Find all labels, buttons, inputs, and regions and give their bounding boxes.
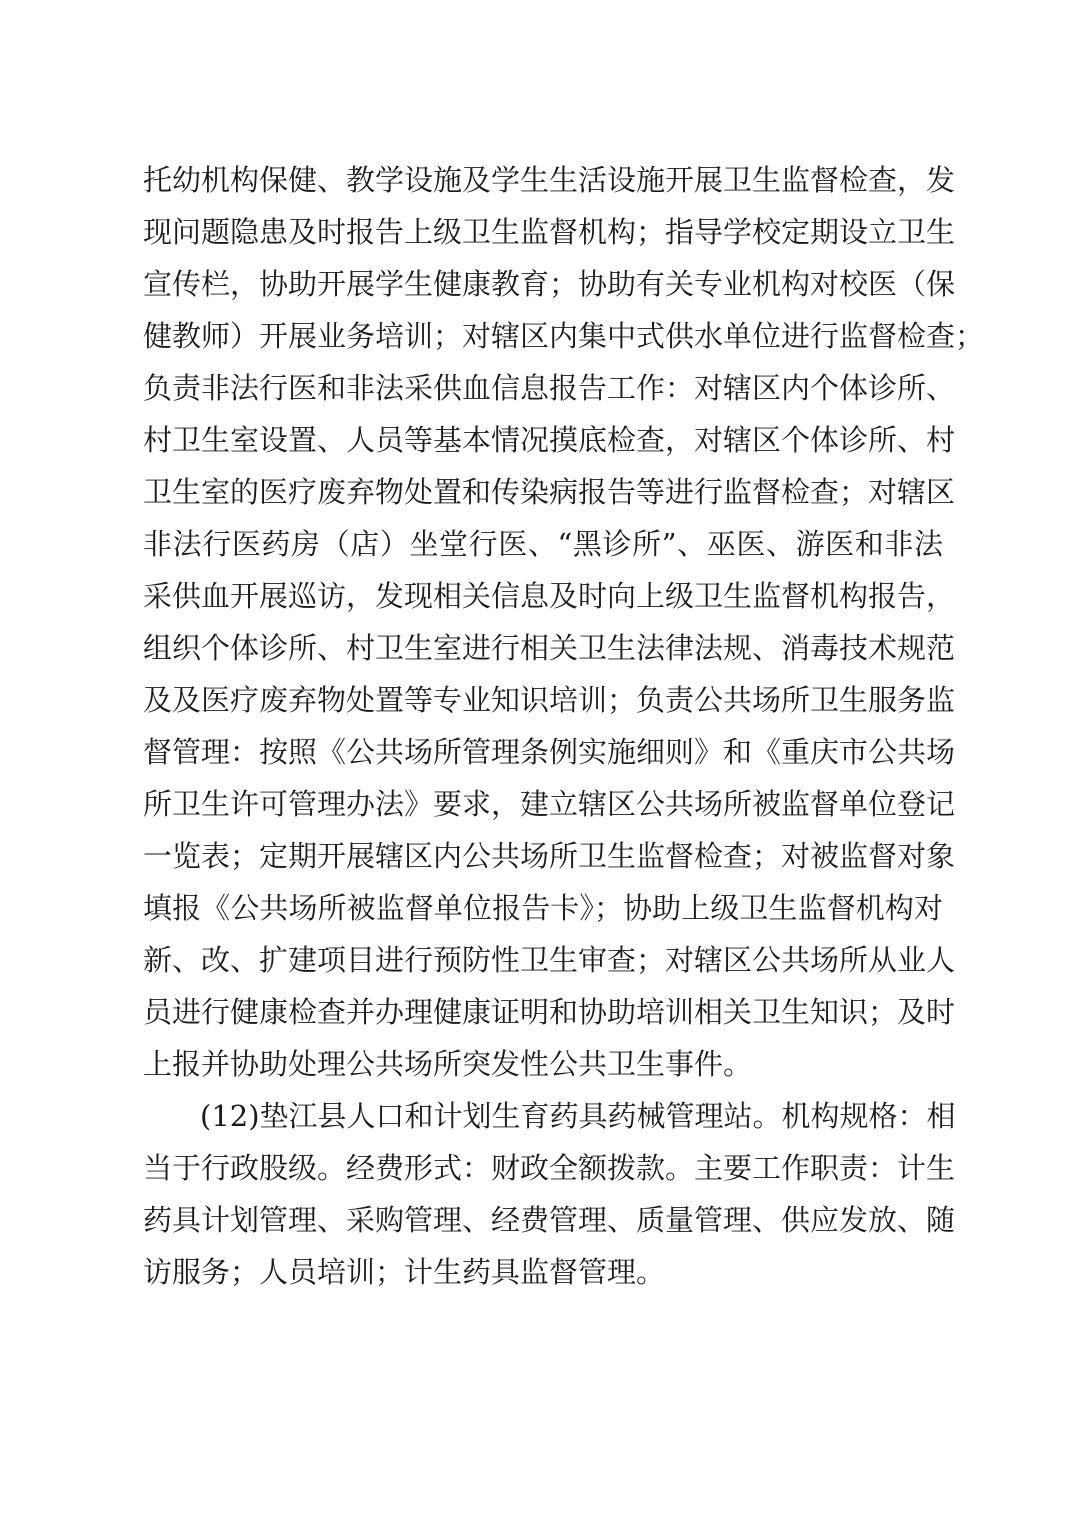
body-text-line: 采供血开展巡访，发现相关信息及时向上级卫生监督机构报告，: [143, 579, 956, 613]
body-text-line: 托幼机构保健、教学设施及学生生活设施开展卫生监督检查，发: [143, 163, 956, 197]
body-text-line: 员进行健康检查并办理健康证明和协助培训相关卫生知识；及时: [143, 995, 956, 1029]
body-text-line: 访服务；人员培训；计生药具监督管理。: [143, 1255, 666, 1289]
body-text-line: 村卫生室设置、人员等基本情况摸底检查，对辖区个体诊所、村: [143, 423, 956, 457]
body-text-line: 及及医疗废弃物处置等专业知识培训；负责公共场所卫生服务监: [143, 683, 956, 717]
body-text-line: 宣传栏，协助开展学生健康教育；协助有关专业机构对校医（保: [143, 267, 956, 301]
body-text-line: 药具计划管理、采购管理、经费管理、质量管理、供应发放、随: [143, 1203, 956, 1237]
paragraph-first-line: (12)垫江县人口和计划生育药具药械管理站。机构规格：相: [200, 1099, 956, 1133]
body-text-line: 卫生室的医疗废弃物处置和传染病报告等进行监督检查；对辖区: [143, 475, 956, 509]
body-text-line: 新、改、扩建项目进行预防性卫生审查；对辖区公共场所从业人: [143, 943, 956, 977]
body-text-line: 负责非法行医和非法采供血信息报告工作：对辖区内个体诊所、: [143, 371, 956, 405]
body-text-line: 一览表；定期开展辖区内公共场所卫生监督检查；对被监督对象: [143, 839, 956, 873]
body-text-line: 健教师）开展业务培训；对辖区内集中式供水单位进行监督检查；: [143, 319, 985, 353]
body-text-line: 现问题隐患及时报告上级卫生监督机构；指导学校定期设立卫生: [143, 215, 956, 249]
body-text-line: 组织个体诊所、村卫生室进行相关卫生法律法规、消毒技术规范: [143, 631, 956, 665]
body-text-line: 非法行医药房（店）坐堂行医、“黑诊所”、巫医、游医和非法: [143, 527, 943, 561]
body-text-line: 当于行政股级。经费形式：财政全额拨款。主要工作职责：计生: [143, 1151, 956, 1185]
body-text-line: 督管理：按照《公共场所管理条例实施细则》和《重庆市公共场: [143, 735, 956, 769]
body-text-line: 所卫生许可管理办法》要求，建立辖区公共场所被监督单位登记: [143, 787, 956, 821]
body-text-line: 上报并协助处理公共场所突发性公共卫生事件。: [143, 1047, 753, 1081]
body-text-line: 填报《公共场所被监督单位报告卡》；协助上级卫生监督机构对: [143, 891, 943, 925]
